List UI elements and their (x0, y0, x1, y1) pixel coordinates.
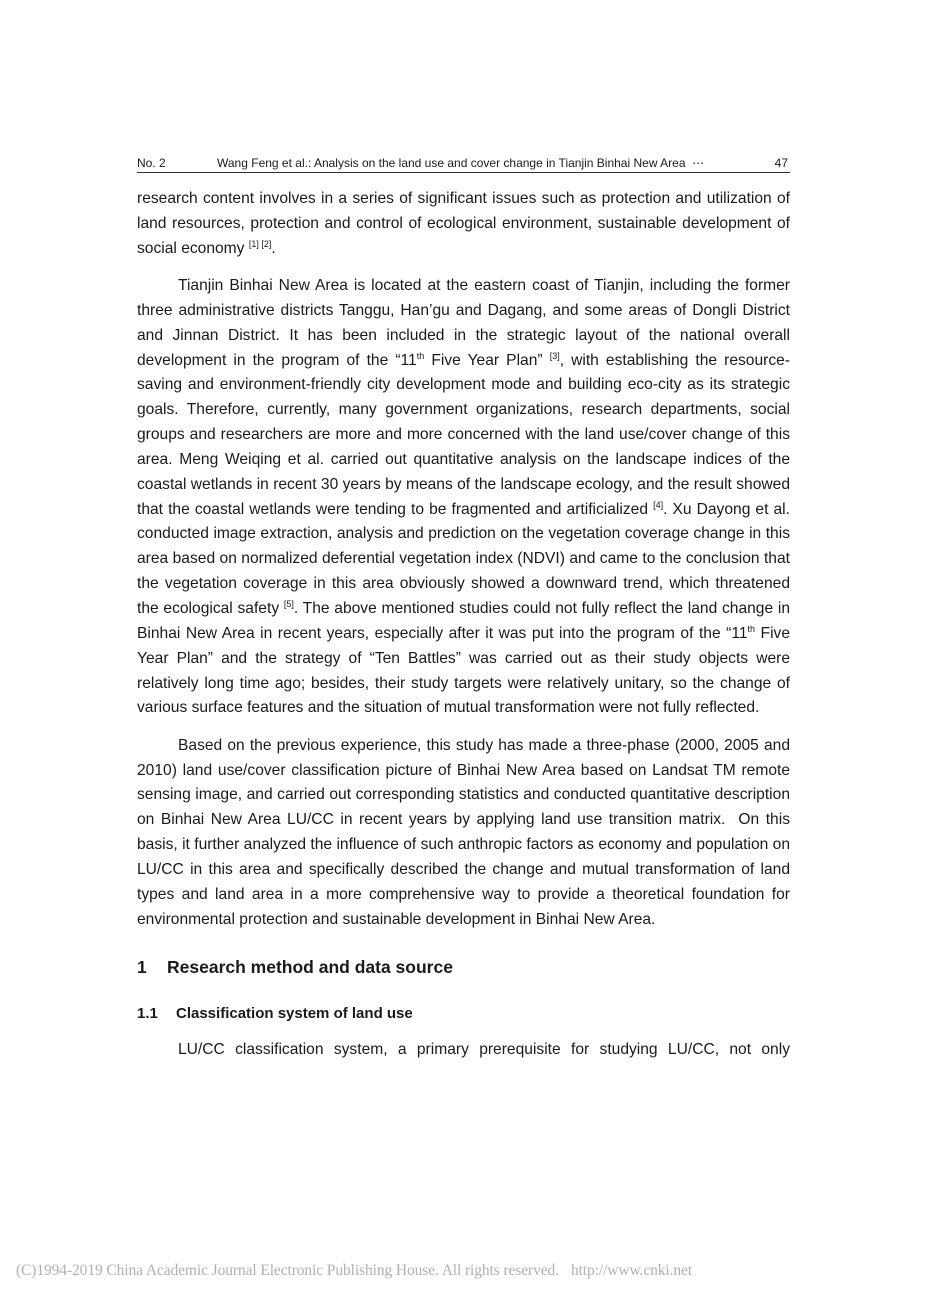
subsection-title: Classification system of land use (176, 1005, 413, 1023)
paragraph-study-overview: Based on the previous experience, this study has made a three-phase (2000, 2005 and 2010) land use/cover classification picture of Binhai New Area based on Landsat TM remote sensing image, and carried out corresponding statistics and conducted quantitative description on Binhai New Area LU/CC in recent years by applying land use transition matrix. On this basis, it further analyzed the influence of such anthropic factors as economy and population on LU/CC in this area and specifically described the change and mutual transformation of land types and land area in a more comprehensive way to provide a theoretical foundation for environmental protection and sustainable development in Binhai New Area. (137, 736, 790, 928)
citation-ref: [4] (653, 499, 664, 510)
paragraph-continued: research content involves in a series of significant issues such as protection and utilization of land resources, protection and control of ecological environment, sustainable development of social economy [1] [2]. (137, 190, 790, 257)
subsection-heading-1-1 (137, 1003, 790, 1025)
paragraph-background: Tianjin Binhai New Area is located at the eastern coast of Tianjin, including the former three administrative districts Tanggu, Han’gu and Dagang, and some areas of Dongli District and Jinnan District. It has been included in the strategic layout of the national overall development in the program of the “11th Five Year Plan” [3], with establishing the resource-saving and environment-friendly city development mode and building eco-city as its strategic goals. Therefore, currently, many government organizations, research departments, social groups and researchers are more and more concerned with the land use/cover change of this area. Meng Weiqing et al. carried out quantitative analysis on the landscape indices of the coastal wetlands in recent 30 years by means of the landscape ecology, and the result showed that the coastal wetlands were tending to be fragmented and artificialized [4]. Xu Dayong et al. conducted image extraction, analysis and prediction on the vegetation coverage change in this area based on normalized deferential vegetation index (NDVI) and came to the conclusion that the vegetation coverage in this area obviously showed a downward trend, which threatened the ecological safety [5]. The above mentioned studies could not fully reflect the land change in Binhai New Area in recent years, especially after it was put into the program of the “11th Five Year Plan” and the strategy of “Ten Battles” was carried out as their study objects were relatively long time ago; besides, their study targets were relatively unitary, so the change of various surface features and the situation of mutual transformation were not fully reflected. (137, 277, 791, 717)
ordinal-suffix: th (416, 350, 425, 361)
issue-number: No. 2 (137, 156, 166, 170)
paragraph-classification: LU/CC classification system, a primary prerequisite for studying LU/CC, not only (178, 1041, 790, 1059)
citation-ref: [3] (549, 350, 560, 361)
cnki-link[interactable]: http://www.cnki.net (570, 1262, 693, 1279)
subsection-number: 1.1 (137, 1005, 158, 1023)
running-header (137, 155, 790, 173)
section-heading-1 (137, 955, 790, 979)
ordinal-suffix: th (747, 623, 756, 634)
citation-ref: [5] (283, 599, 294, 609)
body-text (137, 187, 790, 1076)
copyright-footer (16, 1262, 692, 1280)
running-title: Wang Feng et al.: Analysis on the land use and cover change in Tianjin Binhai New Area ⋯ (217, 156, 705, 170)
section-title: Research method and data source (167, 957, 453, 978)
page-number: 47 (774, 156, 788, 170)
section-number: 1 (137, 957, 147, 978)
citation-ref: [1] [2] (248, 238, 272, 249)
copyright-text: (C)1994-2019 China Academic Journal Electronic Publishing House. All rights reserved. (16, 1262, 559, 1279)
